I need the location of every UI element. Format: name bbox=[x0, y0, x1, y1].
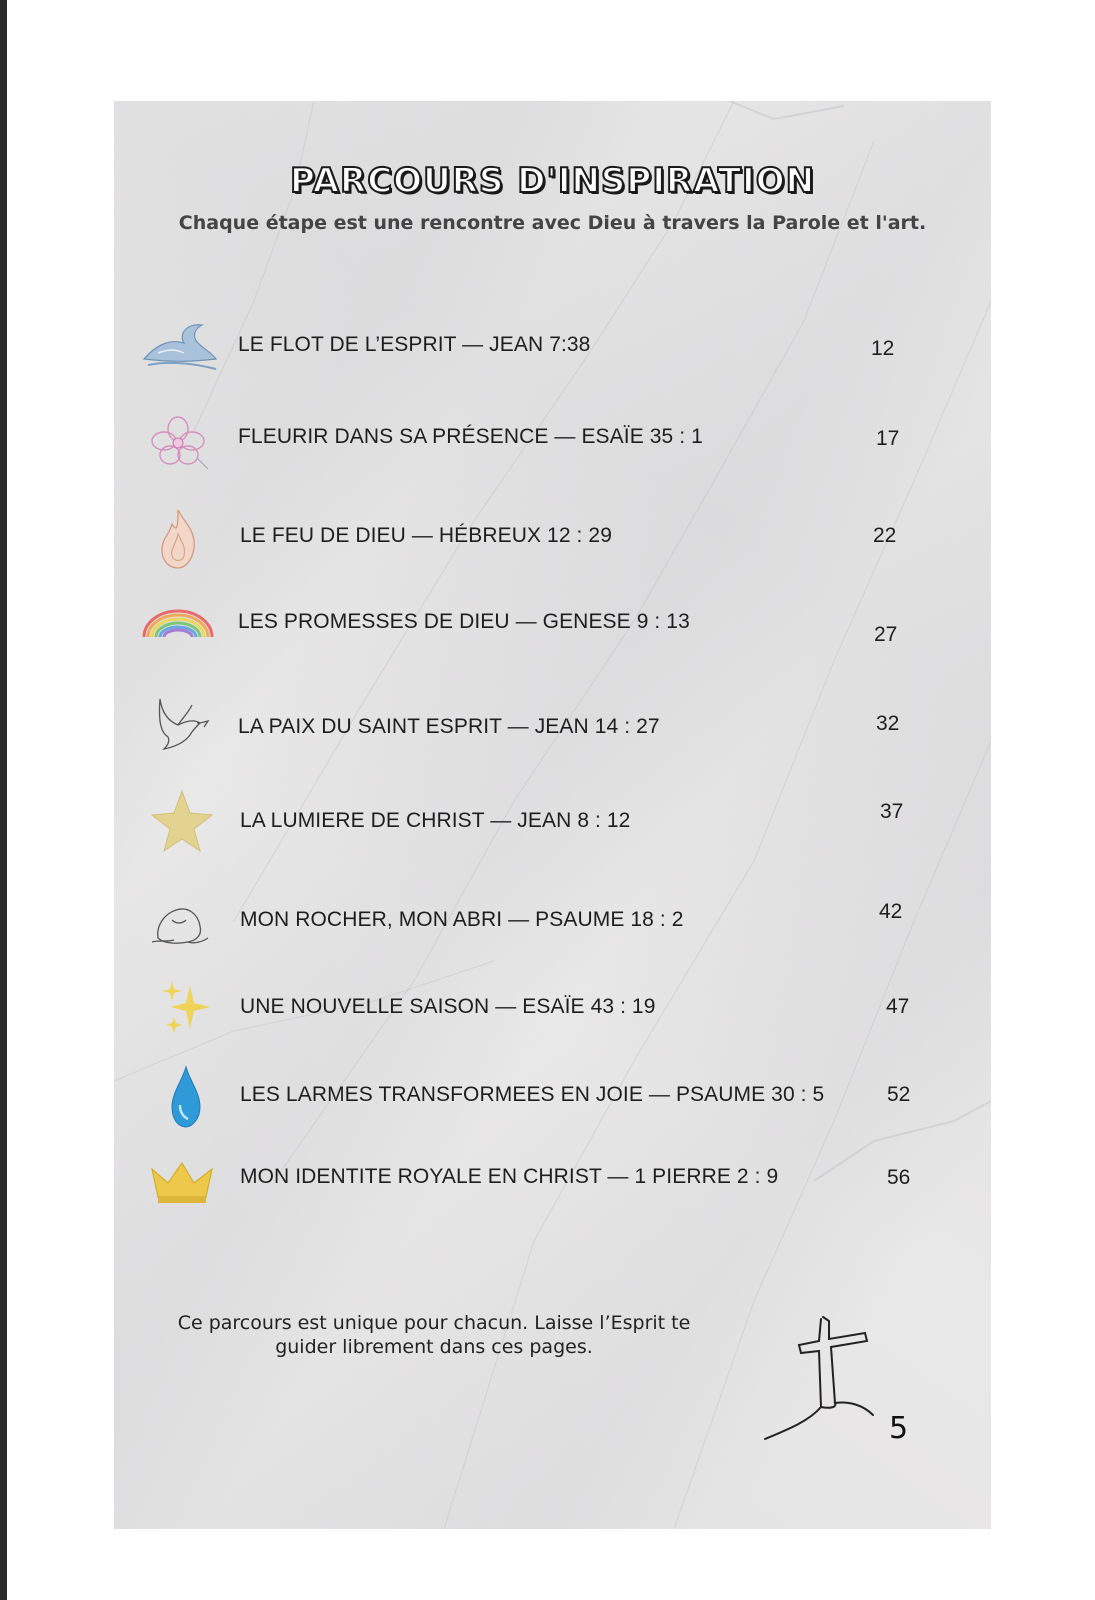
flower-icon bbox=[138, 407, 218, 477]
toc-entry-page: 32 bbox=[876, 712, 900, 735]
toc-entry-label: LES LARMES TRANSFORMEES EN JOIE — PSAUME 30 : 5 bbox=[240, 1083, 825, 1106]
crown-icon bbox=[138, 1147, 218, 1217]
document-page bbox=[114, 101, 991, 1529]
dove-icon bbox=[138, 691, 218, 761]
droplet-icon bbox=[138, 1063, 218, 1133]
toc-entry[interactable] bbox=[114, 1147, 991, 1217]
toc-entry-label: FLEURIR DANS SA PRÉSENCE — ESAÏE 35 : 1 bbox=[238, 425, 703, 448]
toc-entry-label: LA LUMIERE DE CHRIST — JEAN 8 : 12 bbox=[240, 809, 631, 832]
viewer-left-edge bbox=[0, 0, 7, 1600]
toc-entry[interactable] bbox=[114, 691, 991, 761]
sparkles-icon bbox=[138, 975, 218, 1045]
toc-entry[interactable] bbox=[114, 975, 991, 1045]
toc-entry-page: 27 bbox=[874, 623, 898, 646]
toc-entry[interactable] bbox=[114, 886, 991, 956]
toc-entry-page: 17 bbox=[876, 427, 900, 450]
rainbow-icon bbox=[138, 593, 218, 663]
toc-entry-label: LE FEU DE DIEU — HÉBREUX 12 : 29 bbox=[240, 524, 612, 547]
rock-icon bbox=[138, 886, 218, 956]
toc-entry-page: 52 bbox=[887, 1083, 911, 1106]
flame-icon bbox=[138, 504, 218, 574]
footer-note: Ce parcours est unique pour chacun. Laisse l’Esprit te guider librement dans ces pages. bbox=[177, 1312, 691, 1358]
toc-entry-page: 22 bbox=[873, 524, 897, 547]
star-icon bbox=[138, 787, 218, 857]
toc-entry-label: MON IDENTITE ROYALE EN CHRIST — 1 PIERRE 2 : 9 bbox=[240, 1165, 779, 1188]
page-subtitle: Chaque étape est une rencontre avec Dieu à travers la Parole et l'art. bbox=[178, 212, 927, 234]
toc-entry-label: UNE NOUVELLE SAISON — ESAÏE 43 : 19 bbox=[240, 995, 656, 1018]
toc-entry[interactable] bbox=[114, 787, 991, 857]
toc-entry-page: 42 bbox=[879, 900, 903, 923]
toc-entry-page: 12 bbox=[871, 337, 895, 360]
toc-entry-label: LES PROMESSES DE DIEU — GENESE 9 : 13 bbox=[238, 610, 690, 633]
page-title: PARCOURS D'INSPIRATION bbox=[289, 161, 816, 201]
toc-entry[interactable] bbox=[114, 1063, 991, 1133]
cross-icon bbox=[759, 1311, 879, 1441]
toc-entry-label: LE FLOT DE L’ESPRIT — JEAN 7:38 bbox=[238, 333, 591, 356]
toc-entry[interactable] bbox=[114, 313, 991, 383]
toc-entry-label: LA PAIX DU SAINT ESPRIT — JEAN 14 : 27 bbox=[238, 715, 660, 738]
toc-entry[interactable] bbox=[114, 593, 991, 663]
toc-entry-page: 47 bbox=[886, 995, 910, 1018]
page-number: 5 bbox=[889, 1411, 909, 1446]
wave-icon bbox=[138, 313, 218, 383]
toc-entry[interactable] bbox=[114, 407, 991, 477]
toc-entry-page: 56 bbox=[887, 1166, 911, 1189]
toc-entry-label: MON ROCHER, MON ABRI — PSAUME 18 : 2 bbox=[240, 908, 684, 931]
toc-entry[interactable] bbox=[114, 504, 991, 574]
toc-entry-page: 37 bbox=[880, 800, 904, 823]
